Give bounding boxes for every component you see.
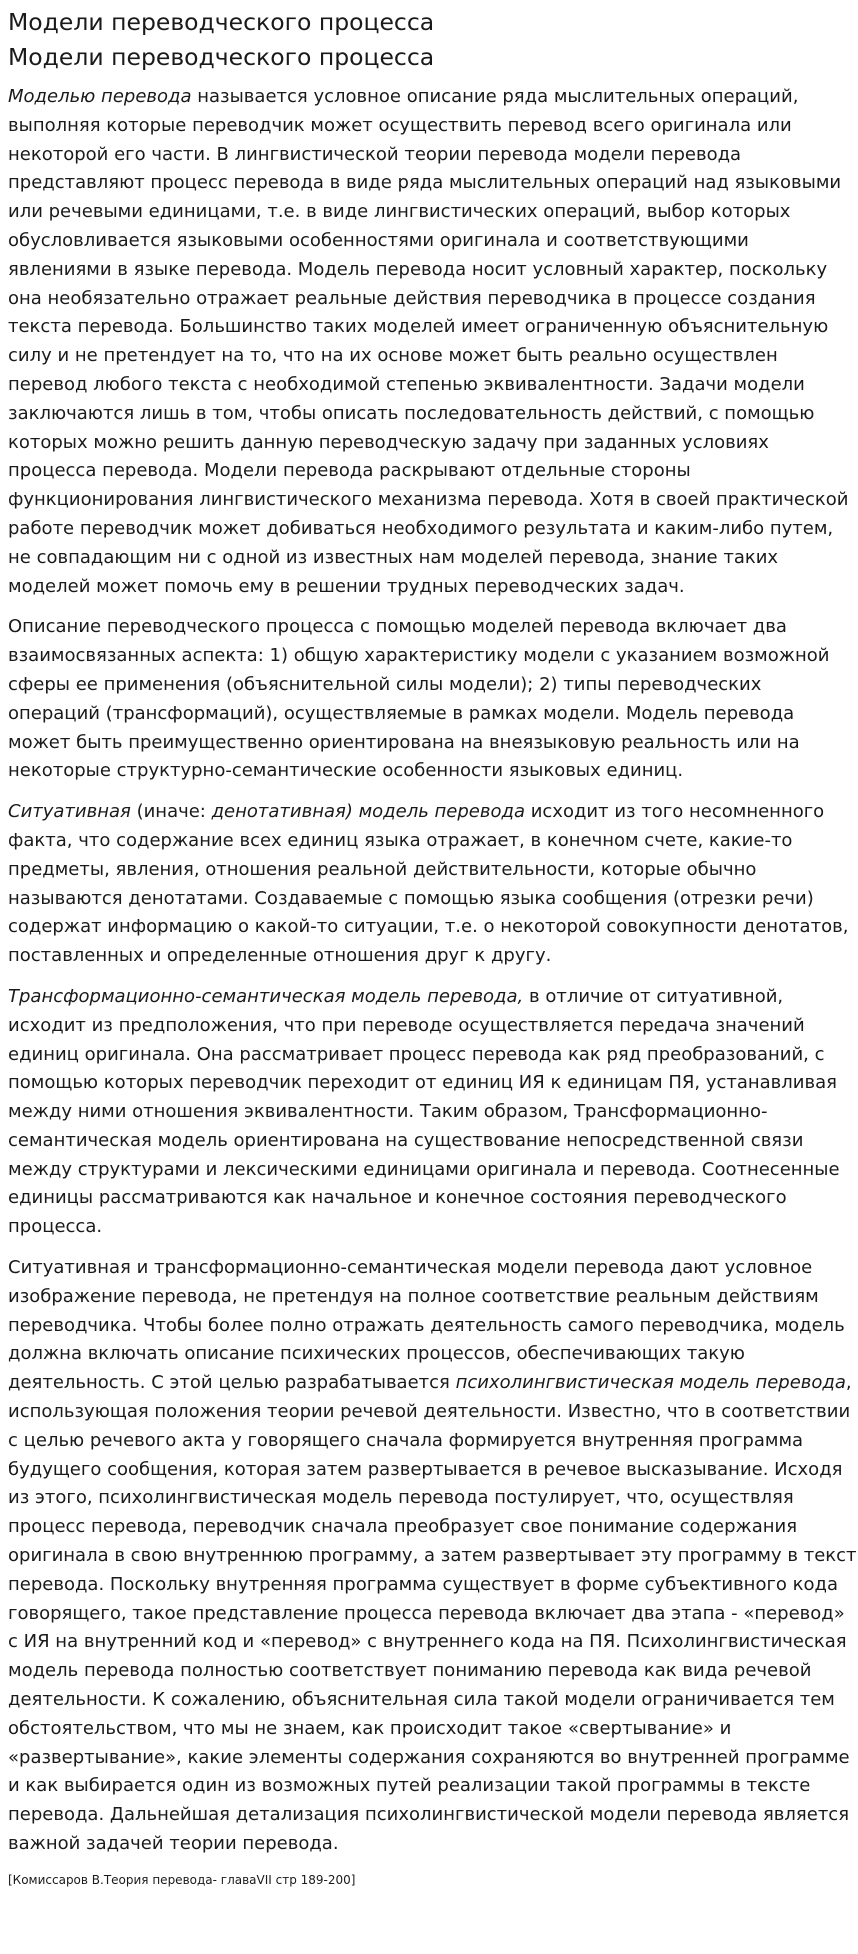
term-transformational-semantic-model: Трансформационно-семантическая модель перевода,	[8, 985, 524, 1007]
article-heading: Модели переводческого процесса	[8, 43, 435, 71]
paragraph-3	[8, 798, 858, 971]
paragraph-1	[8, 83, 858, 601]
paragraph-5	[8, 1254, 858, 1859]
paragraph-2-text: Описание переводческого процесса с помощью моделей перевода включает два взаимосвязанных аспекта: 1) общую характеристику модели с указанием возможной сферы ее применения (объяснительной силы модели); 2) типы переводческих операций (трансформаций), осуществляемые в рамках модели. Модель перевода может быть преимущественно ориентирована на внеязыковую реальность или на некоторые структурно-семантические особенности языковых единиц.	[8, 616, 830, 782]
paragraph-5-text-a: Ситуативная и трансформационно-семантическая модели перевода дают условное изображение перевода, не претендуя на полное соответствие реальным действиям переводчика. Чтобы более полно отражать деятельность самого переводчика, модель должна включать описание психических процессов, обеспечивающих такую деятельность. С этой целью разрабатывается	[8, 1257, 845, 1394]
term-psycholinguistic-model: психолингвистическая модель перевода	[455, 1372, 846, 1394]
paragraph-4	[8, 983, 858, 1242]
term-situational: Ситуативная	[8, 801, 131, 823]
term-model-of-translation: Моделью перевода	[8, 86, 192, 107]
paragraph-1-text: называется условное описание ряда мыслительных операций, выполняя которые переводчик может осуществить перевод всего оригинала или некоторой его части. В лингвистической теории перевода модели перевода представляют процесс перевода в виде ряда мыслительных операций над языковыми или речевыми единицами, т.е. в виде лингвистических операций, выбор которых обусловливается языковыми особенностями оригинала и соответствующими явлениями в языке перевода. Модель перевода носит условный характер, поскольку она необязательно отражает реальные действия переводчика в процессе создания текста перевода. Большинство таких моделей имеет ограниченную объяснительную силу и не претендует на то, что на их основе может быть реально осуществлен перевод любого текста с необходимой степенью эквивалентности. Задачи модели заключаются лишь в том, чтобы описать последовательность действий, с помощью которых можно решить данную переводческую задачу при заданных условиях процесса перевода. Модели перевода раскрывают отдельные стороны функционирования лингвистического механизма перевода. Хотя в своей практической работе переводчик может добиваться необходимого результата и каким-либо путем, не совпадающим ни с одной из известных нам моделей перевода, знание таких моделей может помочь ему в решении трудных переводческих задач.	[8, 86, 849, 597]
source-citation: [Комиссаров В.Теория перевода- главаVII стр 189-200]	[8, 1872, 356, 1887]
term-denotative-model: денотативная) модель перевода	[211, 801, 525, 823]
paragraph-4-text: в отличие от ситуативной, исходит из предположения, что при переводе осуществляется передача значений единиц оригинала. Она рассматривает процесс перевода как ряд преобразований, с помощью которых переводчик переходит от единиц ИЯ к единицам ПЯ, устанавливая между ними отношения эквивалентности. Таким образом, Трансформационно-семантическая модель ориентирована на существование непосредственной связи между структурами и лексическими единицами оригинала и перевода. Соотнесенные единицы рассматриваются как начальное и конечное состояния переводческого процесса.	[8, 985, 840, 1238]
paragraph-3-text-b: исходит из того несомненного факта, что содержание всех единиц языка отражает, в конечном счете, какие-то предметы, явления, отношения реальной действительности, которые обычно называются денотатами. Создаваемые с помощью языка сообщения (отрезки речи) содержат информацию о какой-то ситуации, т.е. о некоторой совокупности денотатов, поставленных и определенные отношения друг к другу.	[8, 801, 849, 967]
page-title: Модели переводческого процесса	[8, 8, 435, 36]
paragraph-5-text-b: , использующая положения теории речевой деятельности. Известно, что в соответствии с целью речевого акта у говорящего сначала формируется внутренняя программа будущего сообщения, которая затем развертывается в речевое высказывание. Исходя из этого, психолингвистическая модель перевода постулирует, что, осуществляя процесс перевода, переводчик сначала преобразует свое понимание содержания оригинала в свою внутреннюю программу, а затем развертывает эту программу в текст перевода. Поскольку внутренняя программа существует в форме субъективного кода говорящего, такое представление процесса перевода включает два этапа - «перевод» с ИЯ на внутренний код и «перевод» с внутреннего кода на ПЯ. Психолингвистическая модель перевода полностью соответствует пониманию перевода как вида речевой деятельности. К сожалению, объяснительная сила такой модели ограничивается тем обстоятельством, что мы не знаем, как происходит такое «свертывание» и «развертывание», какие элементы содержания сохраняются во внутренней программе и как выбирается один из возможных путей реализации такой программы в тексте перевода. Дальнейшая детализация психолингвистической модели перевода является важной задачей теории перевода.	[8, 1372, 857, 1855]
paragraph-3-text-a: (иначе:	[130, 801, 212, 823]
paragraph-2	[8, 613, 858, 786]
